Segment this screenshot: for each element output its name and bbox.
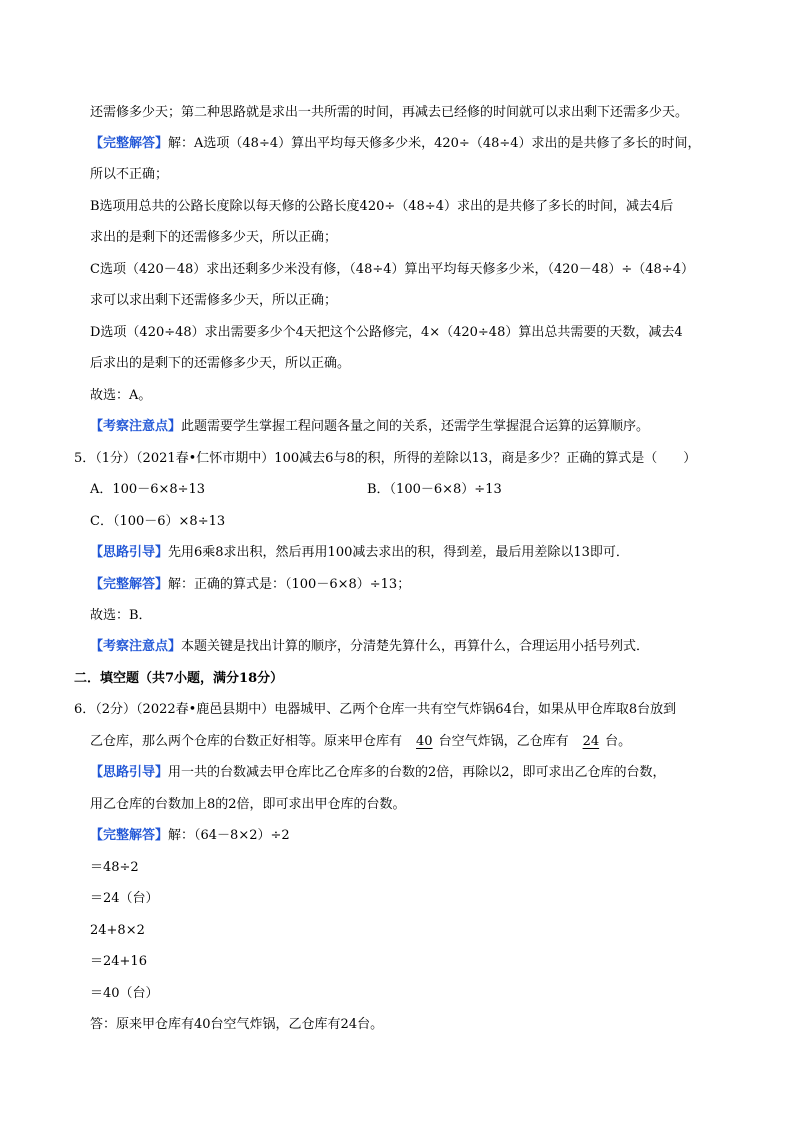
hint-tag: 【思路引导】 (90, 545, 169, 560)
answer-blank-2: 24 (582, 734, 600, 749)
question-5-note-line (90, 638, 649, 656)
complete-answer-tag: 【完整解答】 (90, 828, 169, 843)
note-line (90, 418, 649, 436)
solution-text-line: 求可以求出剩下还需修多少天，所以正确； (90, 293, 338, 308)
final-answer: 答：原来甲仓库有40台空气炸锅，乙仓库有24台。 (90, 1017, 384, 1032)
stem-text: 台空气炸锅，乙仓库有 (438, 734, 569, 749)
note-tag: 【考察注意点】 (90, 639, 182, 654)
hint-text: 先用6乘8求出积，然后再用100减去求出的积，得到差，最后用差除以13即可． (168, 545, 629, 560)
question-6-hint-line (90, 764, 666, 782)
question-5-option-b: B．（100－6×8）÷13 (367, 482, 502, 497)
solution-text-line: 还需修多少天；第二种思路就是求出一共所需的时间，再减去已经修的时间就可以求出剩下还需多少天。 (90, 105, 689, 120)
solution-text-line: 后求出的是剩下的还需修多少天，所以正确。 (90, 356, 351, 371)
calc-step: ＝40（台） (90, 986, 159, 1001)
question-5-hint-line (90, 544, 629, 562)
calc-step: ＝24+16 (90, 954, 147, 969)
question-5-answer-line (90, 576, 410, 594)
question-6-stem-line-1: 6．（2分）（2022春•鹿邑县期中）电器城甲、乙两个仓库一共有空气炸锅64台，如果从甲仓库取8台放到 (74, 702, 677, 717)
answer-blank-1: 40 (416, 734, 433, 749)
solution-text-line: 求出的是剩下的还需修多少天，所以正确； (90, 230, 338, 245)
solution-text-line: B选项用总共的公路长度除以每天修的公路长度420÷（48÷4）求出的是共修了多长的时间，减去4后 (90, 199, 674, 214)
question-6-answer-line (90, 827, 290, 845)
complete-answer-text: 解：正确的算式是：（100－6×8）÷13； (168, 577, 411, 592)
note-text: 此题需要学生掌握工程问题各量之间的关系，还需学生掌握混合运算的运算顺序。 (181, 419, 650, 434)
solution-text-line: C选项（420－48）求出还剩多少米没有修，（48÷4）算出平均每天修多少米，（420－48）÷（48÷4） (90, 262, 694, 277)
calc-step: ＝48÷2 (90, 860, 139, 875)
calc-step: 24+8×2 (90, 923, 145, 938)
complete-answer-text: 解：A选项（48÷4）算出平均每天修多少米，420÷（48÷4）求出的是共修了多长的时间， (168, 136, 701, 151)
hint-text: 用一共的台数减去甲仓库比乙仓库多的台数的2倍，再除以2，即可求出乙仓库的台数， (168, 765, 666, 780)
complete-answer-tag: 【完整解答】 (90, 136, 169, 151)
stem-text: 台。 (605, 734, 632, 749)
section-heading: 二．填空题（共7小题，满分18分） (74, 671, 284, 686)
question-6-hint-line-2: 用乙仓库的台数加上8的2倍，即可求出甲仓库的台数。 (90, 797, 406, 812)
stem-text: 乙仓库，那么两个仓库的台数正好相等。原来甲仓库有 (90, 734, 403, 749)
question-6-stem-line-2 (90, 733, 631, 751)
solution-text-line: 所以不正确； (90, 167, 169, 182)
question-5-option-a: A．100－6×8÷13 (90, 482, 206, 497)
complete-answer-line (90, 135, 701, 153)
hint-tag: 【思路引导】 (90, 765, 169, 780)
question-5-choice: 故选：B． (90, 608, 152, 623)
question-5-option-c: C．（100－6）×8÷13 (90, 514, 226, 529)
complete-answer-text: 解：（64－8×2）÷2 (168, 828, 290, 843)
note-tag: 【考察注意点】 (90, 419, 182, 434)
complete-answer-tag: 【完整解答】 (90, 577, 169, 592)
note-text: 本题关键是找出计算的顺序，分清楚先算什么，再算什么，合理运用小括号列式． (181, 639, 650, 654)
answer-choice-line: 故选：A。 (90, 388, 152, 403)
calc-step: ＝24（台） (90, 891, 159, 906)
question-5-stem: 5．（1分）（2021春•仁怀市期中）100减去6与8的积，所得的差除以13，商是多少？正确的算式是（ ） (74, 451, 697, 466)
solution-text-line: D选项（420÷48）求出需要多少个4天把这个公路修完，4×（420÷48）算出总共需要的天数，减去4 (90, 325, 683, 340)
